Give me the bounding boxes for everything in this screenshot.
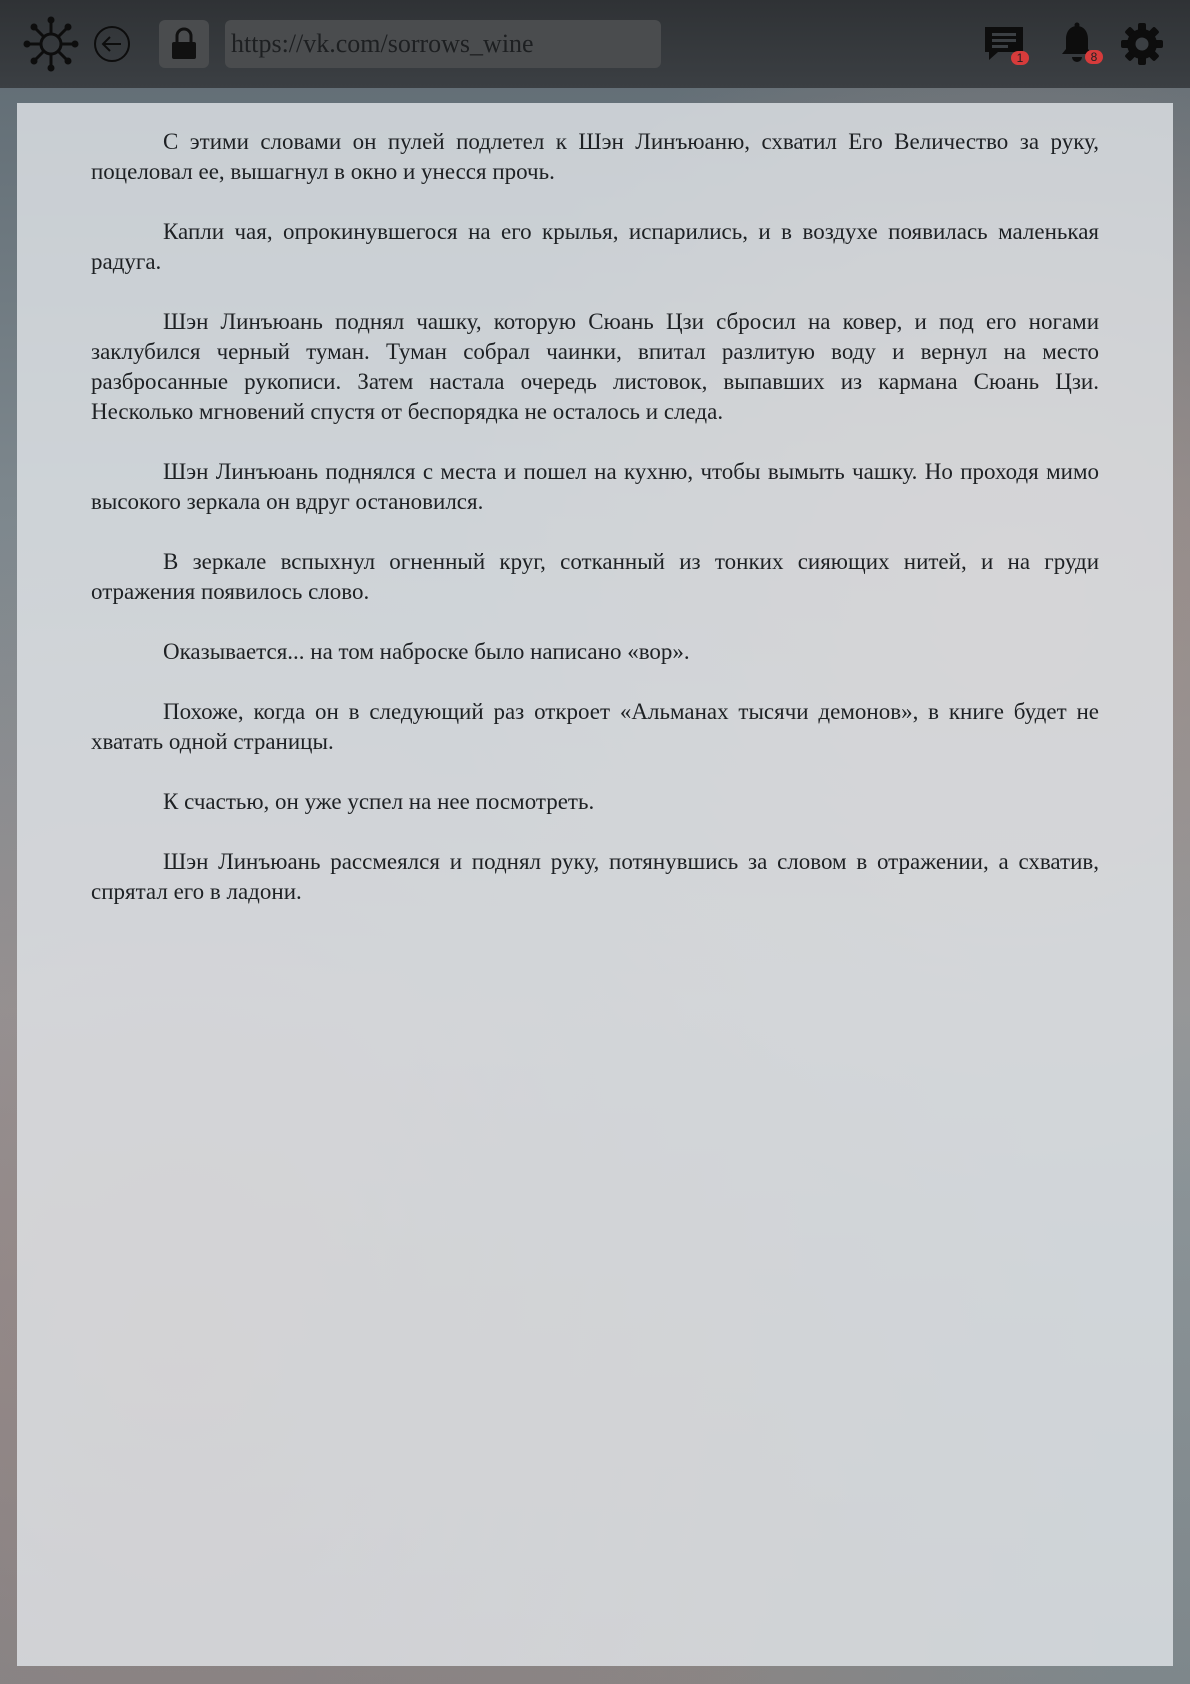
document-page — [17, 103, 1173, 1666]
gear-icon[interactable] — [1118, 20, 1166, 68]
paragraph: Капли чая, опрокинувшегося на его крылья, испарились, и в воздухе появилась маленькая радуга. — [91, 219, 1099, 274]
lock-icon[interactable] — [159, 20, 209, 68]
network-hub-icon[interactable] — [22, 15, 80, 73]
paragraph: Шэн Линъюань поднялся с места и пошел на кухню, чтобы вымыть чашку. Но проходя мимо высокого зеркала он вдруг остановился. — [91, 459, 1099, 514]
messages-count-badge: 1 — [1011, 51, 1029, 65]
message-icon[interactable] — [979, 22, 1029, 66]
paragraph: Похоже, когда он в следующий раз откроет «Альманах тысячи демонов», в книге будет не хватать одной страницы. — [91, 699, 1099, 754]
paragraph: Оказывается... на том наброске было написано «вор». — [163, 639, 690, 664]
paragraph: С этими словами он пулей подлетел к Шэн Линъюаню, схватил Его Величество за руку, поцеловал ее, вышагнул в окно и унесся прочь. — [91, 129, 1099, 184]
arrow-left-circle-icon[interactable] — [92, 24, 132, 64]
url-field[interactable] — [225, 20, 661, 68]
paragraph: К счастью, он уже успел на нее посмотреть. — [163, 789, 595, 814]
paragraph: Шэн Линъюань поднял чашку, которую Сюань Цзи сбросил на ковер, и под его ногами заклубился черный туман. Туман собрал чаинки, впитал разлитую воду и вернул на место разбросанные рукописи. Затем настала очередь листовок, выпавших из кармана Сюань Цзи. Несколько мгновений спустя от беспорядка не осталось и следа. — [91, 309, 1099, 424]
paragraph: Шэн Линъюань рассмеялся и поднял руку, потянувшись за словом в отражении, а схватив, спрятал его в ладони. — [91, 849, 1099, 904]
notifications-count-badge: 8 — [1085, 50, 1103, 64]
top-toolbar — [0, 0, 1190, 88]
bell-icon[interactable] — [1055, 20, 1099, 68]
paragraph: В зеркале вспыхнул огненный круг, сотканный из тонких сияющих нитей, и на груди отражения появилось слово. — [91, 549, 1099, 604]
url-text: https://vk.com/sorrows_wine — [231, 29, 534, 58]
